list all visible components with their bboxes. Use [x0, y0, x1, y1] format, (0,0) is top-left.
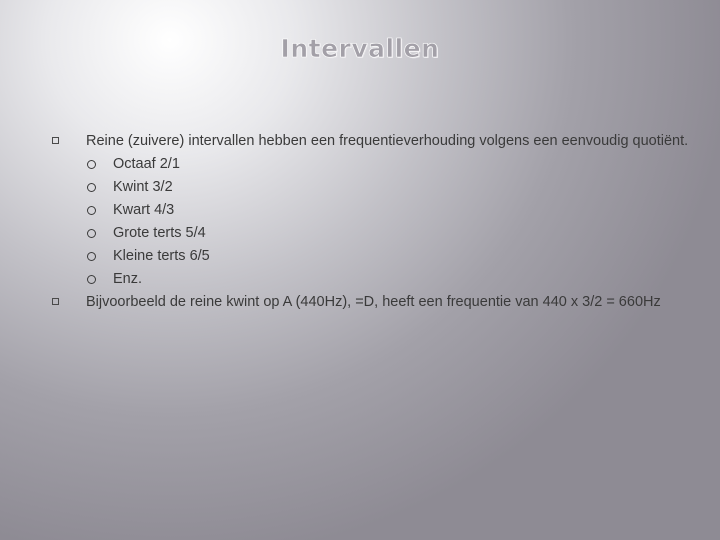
slide-title: Intervallen: [280, 34, 440, 63]
list-item-label: Kleine terts 6/5: [113, 248, 210, 264]
list-item: [86, 153, 692, 176]
square-bullet-icon: [52, 298, 59, 305]
bullet-item-example: [52, 291, 692, 314]
ring-bullet-icon: [87, 183, 96, 192]
list-item: [86, 245, 692, 268]
list-item: [86, 176, 692, 199]
interval-list: [86, 153, 692, 291]
ring-bullet-icon: [87, 252, 96, 261]
ring-bullet-icon: [87, 275, 96, 284]
bullet-text: Reine (zuivere) intervallen hebben een frequentieverhouding volgens een eenvoudig quotiënt.: [86, 133, 689, 149]
list-item-label: Grote terts 5/4: [113, 225, 206, 241]
list-item: [86, 222, 692, 245]
ring-bullet-icon: [87, 206, 96, 215]
list-item-label: Enz.: [113, 271, 143, 287]
list-item-label: Kwint 3/2: [113, 179, 173, 195]
square-bullet-icon: [52, 137, 59, 144]
bullet-item-intervals: [52, 130, 692, 291]
bullet-text: Bijvoorbeeld de reine kwint op A (440Hz), =D, heeft een frequentie van 440 x 3/2 = 660Hz: [86, 294, 661, 310]
ring-bullet-icon: [87, 229, 96, 238]
list-item-label: Octaaf 2/1: [113, 156, 180, 172]
list-item-label: Kwart 4/3: [113, 202, 175, 218]
ring-bullet-icon: [87, 160, 96, 169]
slide-content: [52, 130, 692, 314]
list-item: [86, 199, 692, 222]
list-item: [86, 268, 692, 291]
